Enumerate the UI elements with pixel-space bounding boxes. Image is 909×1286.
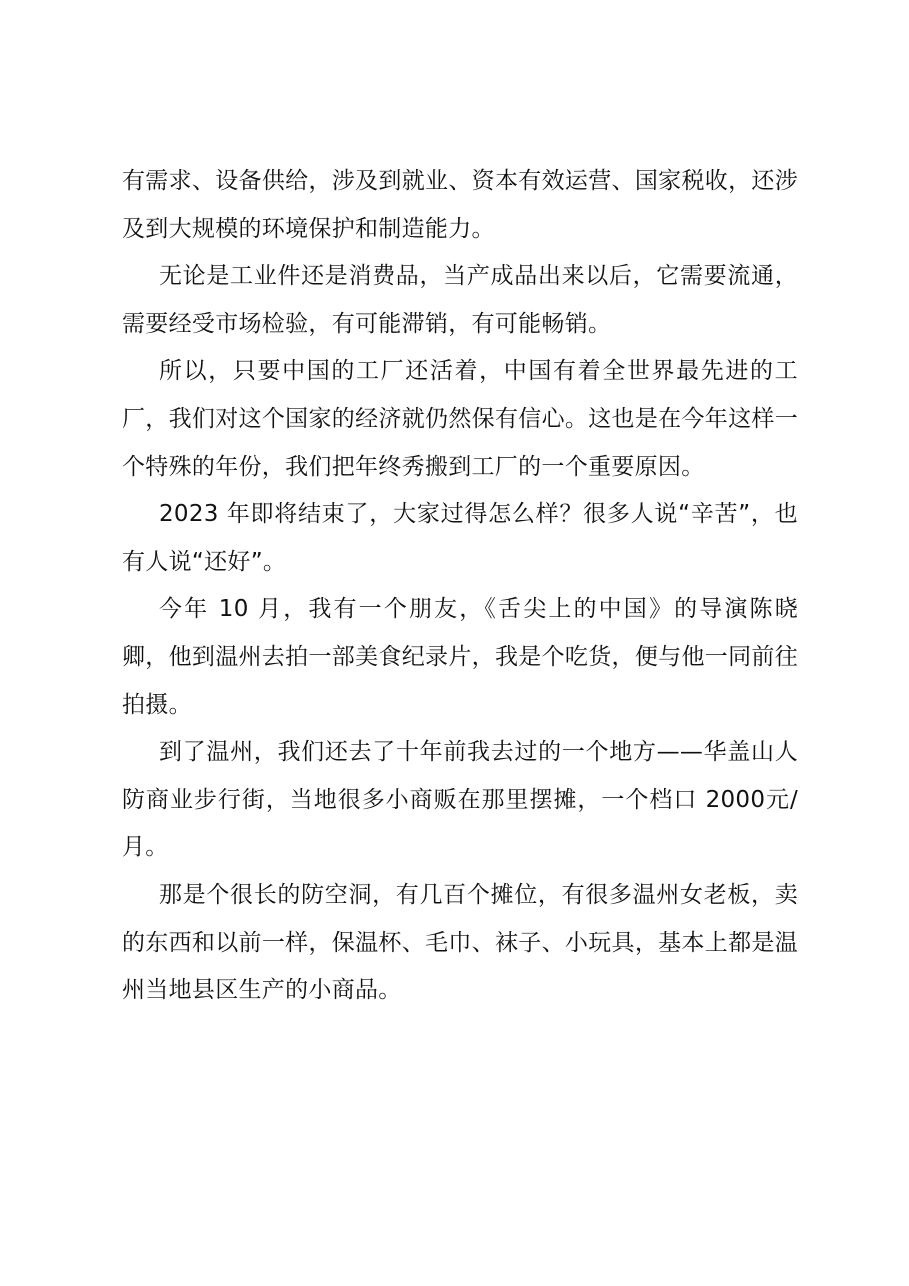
paragraph: 到了温州，我们还去了十年前我去过的一个地方——华盖山人防商业步行街，当地很多小商贩在那里摆摊，一个档口 2000元/月。 [122,739,798,861]
paragraph: 2023 年即将结束了，大家过得怎么样？很多人说“辛苦”，也有人说“还好”。 [122,501,798,575]
paragraph-continued: 有需求、设备供给，涉及到就业、资本有效运营、国家税收，还涉及到大规模的环境保护和制造能力。 [122,168,798,242]
paragraph: 今年 10 月，我有一个朋友，《舌尖上的中国》的导演陈晓卿，他到温州去拍一部美食纪录片，我是个吃货，便与他一同前往拍摄。 [122,596,798,718]
body-text [122,158,798,1015]
paragraph: 那是个很长的防空洞，有几百个摊位，有很多温州女老板，卖的东西和以前一样，保温杯、毛巾、袜子、小玩具，基本上都是温州当地县区生产的小商品。 [122,881,798,1004]
paragraph: 所以，只要中国的工厂还活着，中国有着全世界最先进的工厂，我们对这个国家的经济就仍然保有信心。这也是在今年这样一个特殊的年份，我们把年终秀搬到工厂的一个重要原因。 [122,358,798,480]
paragraph: 无论是工业件还是消费品，当产成品出来以后，它需要流通，需要经受市场检验，有可能滞销，有可能畅销。 [122,263,798,337]
